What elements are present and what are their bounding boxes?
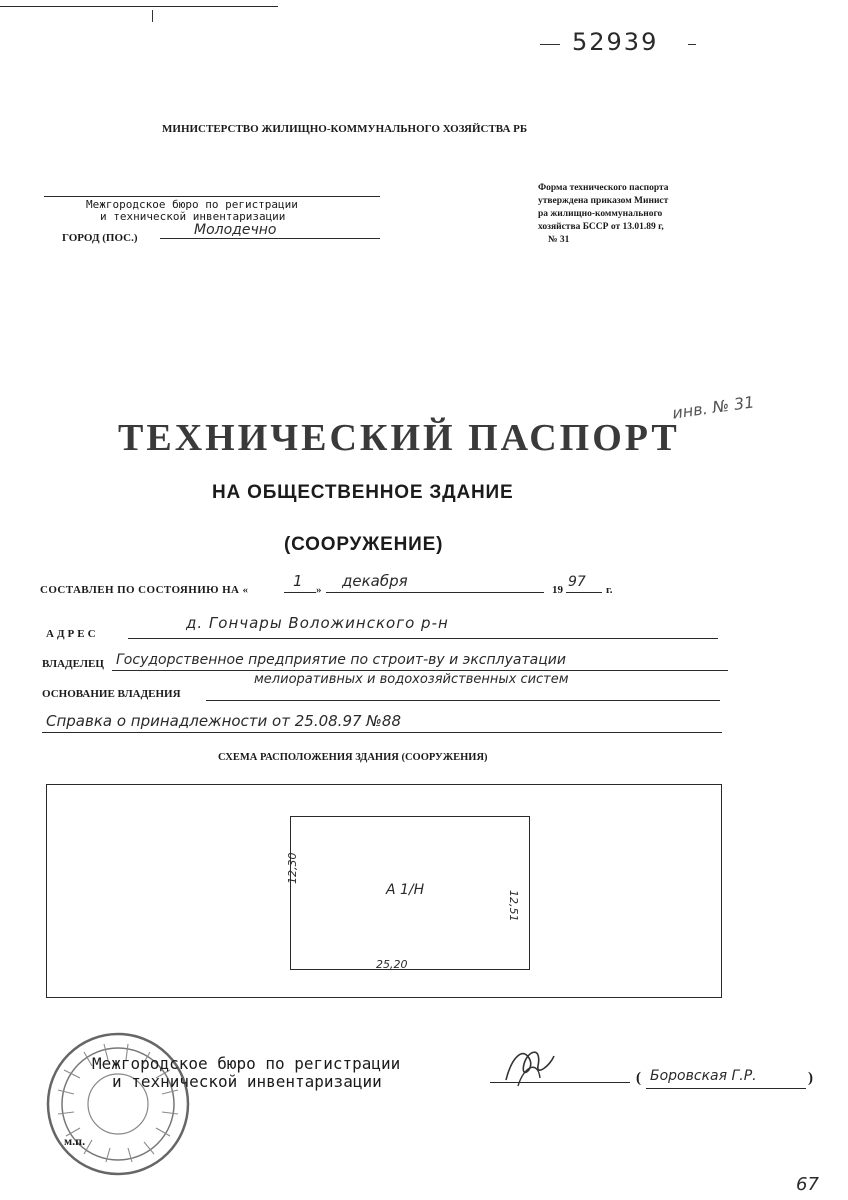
state-date-day: 1 (293, 572, 303, 590)
form-note-line-2: утверждена приказом Минист (538, 196, 669, 206)
signer-open-paren: ( (636, 1070, 641, 1086)
footer-mp: м.п. (64, 1134, 86, 1148)
state-date-prefix: СОСТАВЛЕН ПО СОСТОЯНИЮ НА « (40, 584, 249, 596)
signature (494, 1036, 564, 1096)
owner-value-2: мелиоративных и водохозяйственных систем (254, 672, 569, 687)
page-number: 67 (796, 1174, 819, 1195)
footer-bureau-line-1: Межгородское бюро по регистрации (92, 1054, 401, 1073)
inv-note: инв. № 31 (671, 392, 756, 423)
state-date-mid: » (316, 584, 322, 596)
basis-label: ОСНОВАНИЕ ВЛАДЕНИЯ (42, 688, 181, 700)
basis-value: Справка о принадлежности от 25.08.97 №88 (46, 712, 401, 730)
address-value: д. Гончары Воложинского р-н (186, 614, 449, 632)
scheme-bottom-dim: 25,20 (376, 958, 408, 971)
owner-label: ВЛАДЕЛЕЦ (42, 658, 104, 670)
form-note-line-5: № 31 (548, 235, 570, 245)
signature-rule (490, 1082, 630, 1083)
doc-number: 52939 (572, 28, 659, 56)
state-date-year-suffix: 97 (568, 574, 586, 590)
scheme-title: СХЕМА РАСПОЛОЖЕНИЯ ЗДАНИЯ (СООРУЖЕНИЯ) (218, 752, 488, 763)
city-rule (160, 238, 380, 239)
state-date-year-prefix: 19 (552, 584, 563, 596)
top-mark (152, 10, 157, 22)
bureau-top-rule (44, 196, 380, 197)
top-left-rule (0, 6, 278, 7)
signer-rule (646, 1088, 806, 1089)
scheme-right-dim: 12,51 (507, 890, 520, 922)
doc-number-dash-right (688, 44, 696, 45)
owner-rule (112, 670, 728, 671)
city-label: ГОРОД (ПОС.) (62, 232, 138, 244)
state-date-year-rule (566, 592, 602, 593)
form-note-line-3: ра жилищно-коммунального (538, 209, 663, 219)
state-date-month-rule (326, 592, 544, 593)
address-label: АДРЕС (46, 628, 99, 640)
scheme-left-dim: 12,30 (286, 852, 299, 884)
document-title: ТЕХНИЧЕСКИЙ ПАСПОРТ (118, 417, 680, 459)
state-date-day-rule (284, 592, 316, 593)
owner-value-1: Госудорственное предприятие по строит-ву и эксплуатации (116, 652, 566, 668)
form-note-line-4: хозяйства БССР от 13.01.89 г, (538, 222, 664, 232)
signer-close-paren: ) (808, 1070, 813, 1086)
form-note-line-1: Форма технического паспорта (538, 183, 669, 193)
basis-rule-1 (206, 700, 720, 701)
doc-number-dashes (540, 44, 560, 45)
form-note (538, 182, 669, 247)
state-date-month: декабря (342, 572, 408, 590)
ministry-heading: МИНИСТЕРСТВО ЖИЛИЩНО-КОММУНАЛЬНОГО ХОЗЯЙСТВА РБ (162, 123, 528, 135)
bureau-line-2: и технической инвентаризации (100, 210, 286, 223)
document-subtitle-1: НА ОБЩЕСТВЕННОЕ ЗДАНИЕ (212, 482, 514, 503)
bureau-line-1: Межгородское бюро по регистрации (86, 198, 298, 211)
signer-name: Боровская Г.Р. (650, 1068, 757, 1084)
scheme-center-label: А 1/Н (386, 882, 425, 898)
address-rule (128, 638, 718, 639)
document-subtitle-2: (СООРУЖЕНИЕ) (284, 534, 444, 555)
basis-rule-2 (42, 732, 722, 733)
footer-bureau-line-2: и технической инвентаризации (112, 1072, 382, 1091)
city-value: Молодечно (194, 222, 277, 238)
state-date-suffix: г. (606, 584, 613, 596)
official-stamp (44, 1030, 192, 1178)
